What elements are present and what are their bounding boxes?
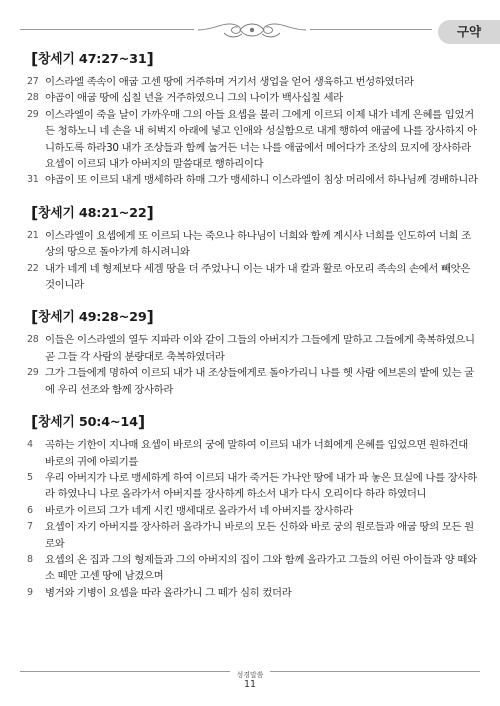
verse-number: 5 [27, 471, 33, 483]
verse [27, 437, 479, 470]
verse-number: 28 [27, 92, 39, 104]
verse-number: 21 [27, 229, 39, 241]
verse [27, 470, 479, 503]
verse [27, 90, 479, 106]
testament-tab[interactable]: 구약 [438, 20, 500, 44]
passage-section [27, 48, 479, 189]
passage-heading: [창세기 49:28~29] [31, 307, 154, 327]
passage-reference: 창세기 50:4~14 [38, 415, 138, 431]
page-number: 11 [243, 679, 257, 690]
passage-section [27, 411, 479, 601]
verse-number: 9 [27, 586, 33, 598]
verse [27, 261, 479, 294]
verse-text: 우리 아버지가 나로 맹세하게 하여 이르되 내가 죽거든 가나안 땅에 내가 파 놓은 묘실에 나를 장사하라 하였나니 나로 올라가서 아버지를 장사하게 하소서 내가 다시 오리이다 하라 하였더니 [45, 471, 477, 501]
verse-text: 요셉의 온 집과 그의 형제들과 그의 아버지의 집이 그와 함께 올라가고 그들의 어린 아이들과 양 떼와 소 떼만 고센 땅에 남겼으며 [45, 553, 477, 583]
verse-number: 7 [27, 521, 33, 533]
footer-label-text: 성경말씀 [230, 671, 269, 679]
verse-text: 병거와 기병이 요셉을 따라 올라가니 그 떼가 심히 컸더라 [45, 586, 292, 599]
verse-text: 요셉이 자기 아버지를 장사하러 올라가니 바로의 모든 신하와 바로 궁의 원로들과 애굽 땅의 모든 원로와 [45, 521, 474, 550]
verse-text: 곡하는 기한이 지나매 요셉이 바로의 궁에 말하여 이르되 내가 너희에게 은혜를 입었으면 원하건대 바로의 귀에 아뢰기를 [45, 439, 468, 468]
passage-reference: 창세기 47:27~31 [38, 52, 147, 67]
ornament-flourish-icon [194, 17, 310, 43]
passage-reference: 창세기 48:21~22 [38, 205, 147, 221]
verse-text: 그가 그들에게 명하여 이르되 내가 내 조상들에게로 돌아가리니 나를 헷 사람 에브론의 밭에 있는 굴에 우리 선조와 함께 장사하라 [45, 367, 474, 396]
passage-heading: [창세기 50:4~14] [31, 412, 145, 432]
verse-text: 이들은 이스라엘의 열두 지파라 이와 같이 그들의 아버지가 그들에게 말하고 그들에게 축복하였으니 곧 그들 각 사람의 분량대로 축복하였더라 [45, 334, 475, 363]
header-rule-right [310, 29, 432, 30]
verse [27, 503, 479, 519]
passage-heading: [창세기 48:21~22] [31, 202, 154, 222]
verse-number: 29 [27, 367, 39, 379]
verse [27, 552, 479, 585]
verse [27, 332, 479, 365]
passage-section [27, 202, 479, 294]
verse-text: 이스라엘 족속이 애굽 고센 땅에 거주하며 거기서 생업을 얻어 생육하고 번성하였더라 [45, 76, 414, 88]
verse [27, 519, 479, 552]
verse-text: 이스라엘이 요셉에게 또 이르되 나는 죽으나 하나님이 너희와 함께 계시사 너희를 인도하여 너희 조상의 땅으로 돌아가게 하시려니와 [45, 229, 471, 259]
passage-reference: 창세기 49:28~29 [38, 310, 147, 326]
verse-number: 31 [27, 174, 39, 186]
verse [27, 172, 479, 188]
verse-text: 야곱이 애굽 땅에 십칠 년을 거주하였으니 그의 나이가 백사십칠 세라 [45, 92, 343, 105]
verse [27, 107, 479, 173]
verse-number: 22 [27, 262, 39, 274]
header-rule-left [20, 29, 194, 30]
verse-number: 4 [27, 439, 33, 451]
verse-number: 28 [27, 334, 39, 346]
scripture-content [27, 48, 479, 614]
verse [27, 585, 479, 601]
passage-heading: [창세기 47:27~31] [31, 49, 154, 68]
verse [27, 228, 479, 261]
verse-text: 바로가 이르되 그가 네게 시킨 맹세대로 올라가서 네 아버지를 장사하라 [45, 504, 353, 517]
verse-number: 29 [27, 108, 39, 120]
passage-section [27, 306, 479, 398]
verse [27, 365, 479, 398]
verse-text: 야곱이 또 이르되 내게 맹세하라 하매 그가 맹세하니 이스라엘이 침상 머리에서 하나님께 경배하니라 [45, 174, 478, 187]
verse-number: 8 [27, 553, 33, 565]
verse-number: 6 [27, 504, 33, 516]
verse-text: 이스라엘이 죽을 날이 가까우매 그의 아들 요셉을 불러 그에게 이르되 이제 내가 네게 은혜를 입었거든 청하노니 네 손을 내 허벅지 아래에 넣고 인애와 성실함으로 내게 행하여 애굽에 나를 장사하지 아니하도록 하라30 내가 조상들과 함께 눕거든 너는 나를 애굽에서 메어다가 조상의 묘지에 장사하라 요셉이 이르되 내가 아버지의 말씀대로 행하리이다 [45, 108, 477, 171]
verse-number: 27 [27, 76, 39, 87]
verse [27, 74, 479, 90]
verse-text: 내가 네게 네 형제보다 세겜 땅을 더 주었나니 이는 내가 내 칼과 활로 아모리 족속의 손에서 빼앗은 것이니라 [45, 262, 471, 292]
